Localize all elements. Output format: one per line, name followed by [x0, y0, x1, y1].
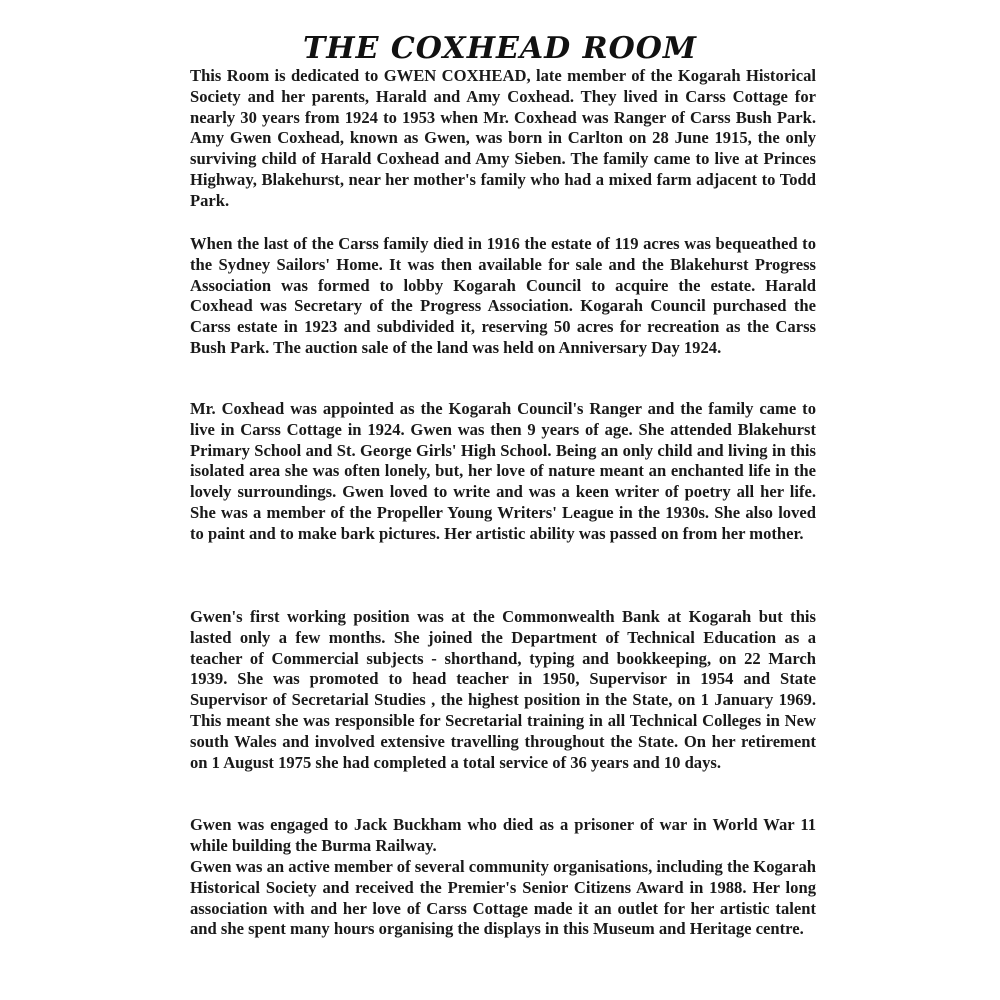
paragraph-early-life: Mr. Coxhead was appointed as the Kogarah Council's Ranger and the family came to live in Carss Cottage in 1924. Gwen was then 9 years of age. She attended Blakehurst Primary School and St. George Girls' High School. Being an only child and living in this isolated area she was often lonely, but, her love of nature meant an enchanted life in the lovely surroundings. Gwen loved to write and was a keen writer of poetry all her life. She was a member of the Propeller Young Writers' League in the 1930s. She also loved to paint and to make bark pictures. Her artistic ability was passed on from her mother.	[190, 399, 816, 543]
document-title: THE COXHEAD ROOM	[302, 31, 698, 66]
paragraph-dedication: This Room is dedicated to GWEN COXHEAD, late member of the Kogarah Historical Society and her parents, Harald and Amy Coxhead. They lived in Carss Cottage for nearly 30 years from 1924 to 1953 when Mr. Coxhead was Ranger of Carss Bush Park. Amy Gwen Coxhead, known as Gwen, was born in Carlton on 28 June 1915, the only surviving child of Harald Coxhead and Amy Sieben. The family came to live at Princes Highway, Blakehurst, near her mother's family who had a mixed farm adjacent to Todd Park.	[190, 66, 816, 210]
paragraph-carss-estate: When the last of the Carss family died in 1916 the estate of 119 acres was bequeathed to the Sydney Sailors' Home. It was then available for sale and the Blakehurst Progress Association was formed to lobby Kogarah Council to acquire the estate. Harald Coxhead was Secretary of the Progress Association. Kogarah Council purchased the Carss estate in 1923 and subdivided it, reserving 50 acres for recreation as the Carss Bush Park. The auction sale of the land was held on Anniversary Day 1924.	[190, 234, 816, 357]
paragraph-engagement: Gwen was engaged to Jack Buckham who died as a prisoner of war in World War 11 while building the Burma Railway.	[190, 815, 816, 855]
paragraph-career: Gwen's first working position was at the Commonwealth Bank at Kogarah but this lasted only a few months. She joined the Department of Technical Education as a teacher of Commercial subjects - shorthand, typing and bookkeeping, on 22 March 1939. She was promoted to head teacher in 1950, Supervisor in 1954 and State Supervisor of Secretarial Studies , the highest position in the State, on 1 January 1969. This meant she was responsible for Secretarial training in all Technical Colleges in New south Wales and involved extensive travelling throughout the State. On her retirement on 1 August 1975 she had completed a total service of 36 years and 10 days.	[190, 607, 816, 772]
paragraph-community: Gwen was an active member of several community organisations, including the Kogarah Historical Society and received the Premier's Senior Citizens Award in 1988. Her long association with and her love of Carss Cottage made it an outlet for her artistic talent and she spent many hours organising the displays in this Museum and Heritage centre.	[190, 857, 816, 939]
